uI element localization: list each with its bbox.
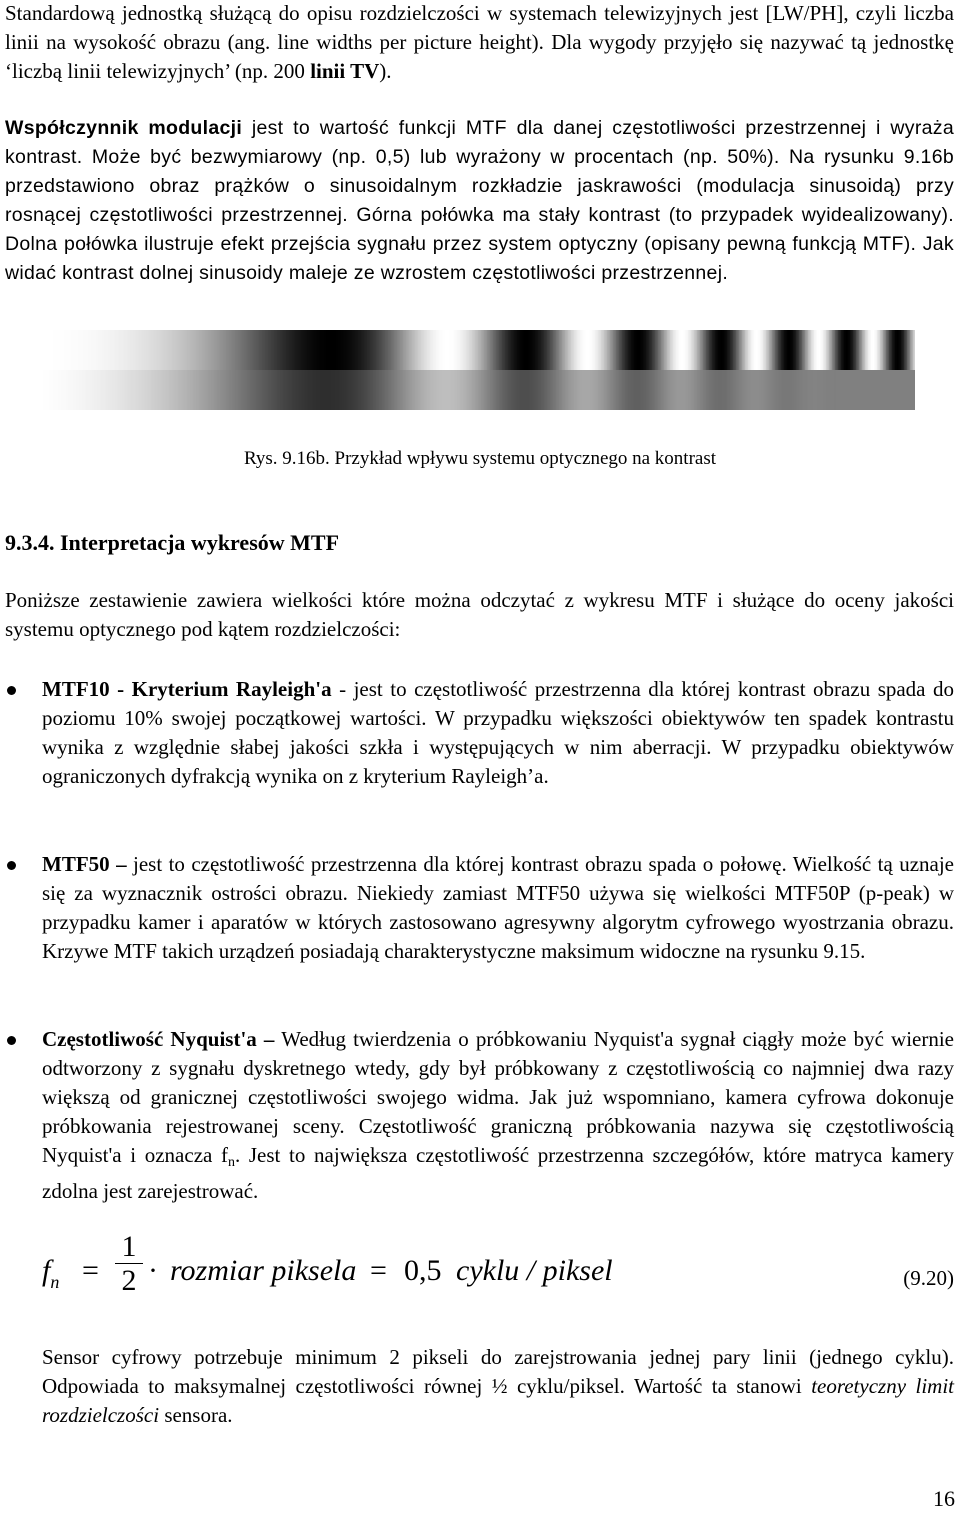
nyquist-body: Według twierdzenia o próbkowaniu Nyquist'a sygnał ciągły może być wiernie odtworzony z sygnału dyskretnego wtedy, gdy był próbkowany z częstotliwością co najmniej dwa razy większą od granicznej częstotliwości swojego widma. Jak już wspomniano, kamera cyfrowa dokonuje próbkowania rejestrowanej sceny. Częstotliwość graniczną próbkowania nazywa się częstotliwością Nyquist'a i oznacza f	[42, 1027, 954, 1167]
section-intro: Poniższe zestawienie zawiera wielkości które można odczytać z wykresu MTF i służące do oceny jakości systemu optycznego pod kątem rozdzielczości:	[5, 588, 954, 641]
list-item-mtf10	[5, 675, 954, 791]
formula-dot: ·	[148, 1254, 158, 1287]
modulation-term: Współczynnik modulacji	[5, 117, 243, 139]
closing-text: Sensor cyfrowy potrzebuje minimum 2 pikseli do zarejstrowania jednej pary linii (jednego cyklu). Odpowiada to maksymalnej częstotliwości równej ½ cyklu/piksel. Wartość ta stanowi	[42, 1345, 954, 1398]
mtf10-term: MTF10 - Kryterium Rayleigh'a	[42, 677, 332, 701]
modulation-body: jest to wartość funkcji MTF dla danej częstotliwości przestrzennej i wyraża kontrast. Może być bezwymiarowy (np. 0,5) lub wyrażony w procentach (np. 50%). Na rysunku 9.16b przedstawiono obraz prążków o sinusoidalnym rozkładzie jaskrawości (modulacja sinusoidą) przy rosnącej częstotliwości przestrzennej. Górna połówka ma stały kontrast (to przypadek wyidealizowany). Dolna połówka ilustruje efekt przejścia sygnału przez system optyczny (opisany pewną funkcją MTF). Jak widać kontrast dolnej sinusoidy maleje ze wzrostem częstotliwości przestrzennej.	[5, 117, 954, 284]
section-heading: 9.3.4. Interpretacja wykresów MTF	[5, 530, 340, 555]
modulation-paragraph	[5, 114, 954, 288]
intro-bold-term: linii TV	[310, 59, 380, 83]
nyquist-subscript: n	[227, 1155, 235, 1170]
formula-denominator: 2	[121, 1264, 137, 1297]
intro-text: Standardową jednostką służącą do opisu rozdzielczości w systemach telewizyjnych jest [LW/PH], czyli liczba linii na wysokość obrazu (ang. line widths per picture height). Dla wygody przyjęło się nazywać tą jednostkę ‘liczbą linii telewizyjnych’ (np. 200	[5, 1, 954, 83]
formula-numerator: 1	[121, 1230, 137, 1263]
equation-number: (9.20)	[903, 1266, 954, 1290]
bullet-dot-icon	[7, 1036, 16, 1045]
formula-fraction	[115, 1232, 143, 1295]
nyquist-term: Częstotliwość Nyquist'a –	[42, 1027, 275, 1051]
bullet-dot-icon	[7, 861, 16, 870]
equation-9-20	[40, 1232, 954, 1312]
formula-value: 0,5	[404, 1254, 442, 1287]
bullet-dot-icon	[7, 686, 16, 695]
list-item-mtf50	[5, 850, 954, 966]
formula-equals-1: =	[82, 1254, 99, 1287]
closing-italic: teoretyczny limit rozdzielczości	[42, 1374, 955, 1427]
sinusoidal-stripes-figure	[40, 330, 915, 410]
mtf50-term: MTF50 –	[42, 852, 127, 876]
closing-paragraph	[42, 1343, 954, 1430]
formula-size: rozmiar piksela	[170, 1254, 357, 1287]
list-item-nyquist	[5, 1025, 954, 1206]
formula-equals-2: =	[370, 1254, 387, 1287]
figure-caption: Rys. 9.16b. Przykład wpływu systemu optycznego na kontrast	[243, 448, 717, 469]
formula-unit: cyklu / piksel	[456, 1254, 613, 1287]
closing-end: sensora.	[159, 1403, 233, 1427]
stripe-bottom	[915, 370, 916, 410]
formula-lhs: $f_n$	[42, 1254, 60, 1292]
stripe-top	[915, 330, 916, 370]
formula-lhs-sub: n	[50, 1272, 60, 1292]
page-number: 16	[933, 1486, 955, 1511]
mtf10-body: - jest to częstotliwość przestrzenna dla której kontrast obrazu spada do poziomu 10% swojej początkowej wartości. W przypadku większości obiektywów ten spadek kontrastu wynika z względnie słabej jakości szkła i występujących w nim aberracji. W przypadku obiektywów ograniczonych dyfrakcją wynika on z kryterium Rayleigh’a.	[42, 677, 954, 788]
mtf50-body: jest to częstotliwość przestrzenna dla której kontrast obrazu spada o połowę. Wielkość tą uznaje się za wyznacznik ostrości obrazu. Niekiedy zamiast MTF50 używa się wielkości MTF50P (p-peak) w przypadku kamer i aparatów w których zastosowano agresywny algorytm cyfrowego wyostrzania obrazu. Krzywe MTF takich urządzeń posiadają charakterystyczne maksimum widoczne na rysunku 9.15.	[42, 852, 954, 963]
intro-paragraph	[5, 0, 954, 86]
intro-end: ).	[379, 59, 392, 83]
nyquist-tail: . Jest to największa częstotliwość przestrzenna szczegółów, które matryca kamery zdolna jest zarejestrować.	[42, 1143, 954, 1203]
